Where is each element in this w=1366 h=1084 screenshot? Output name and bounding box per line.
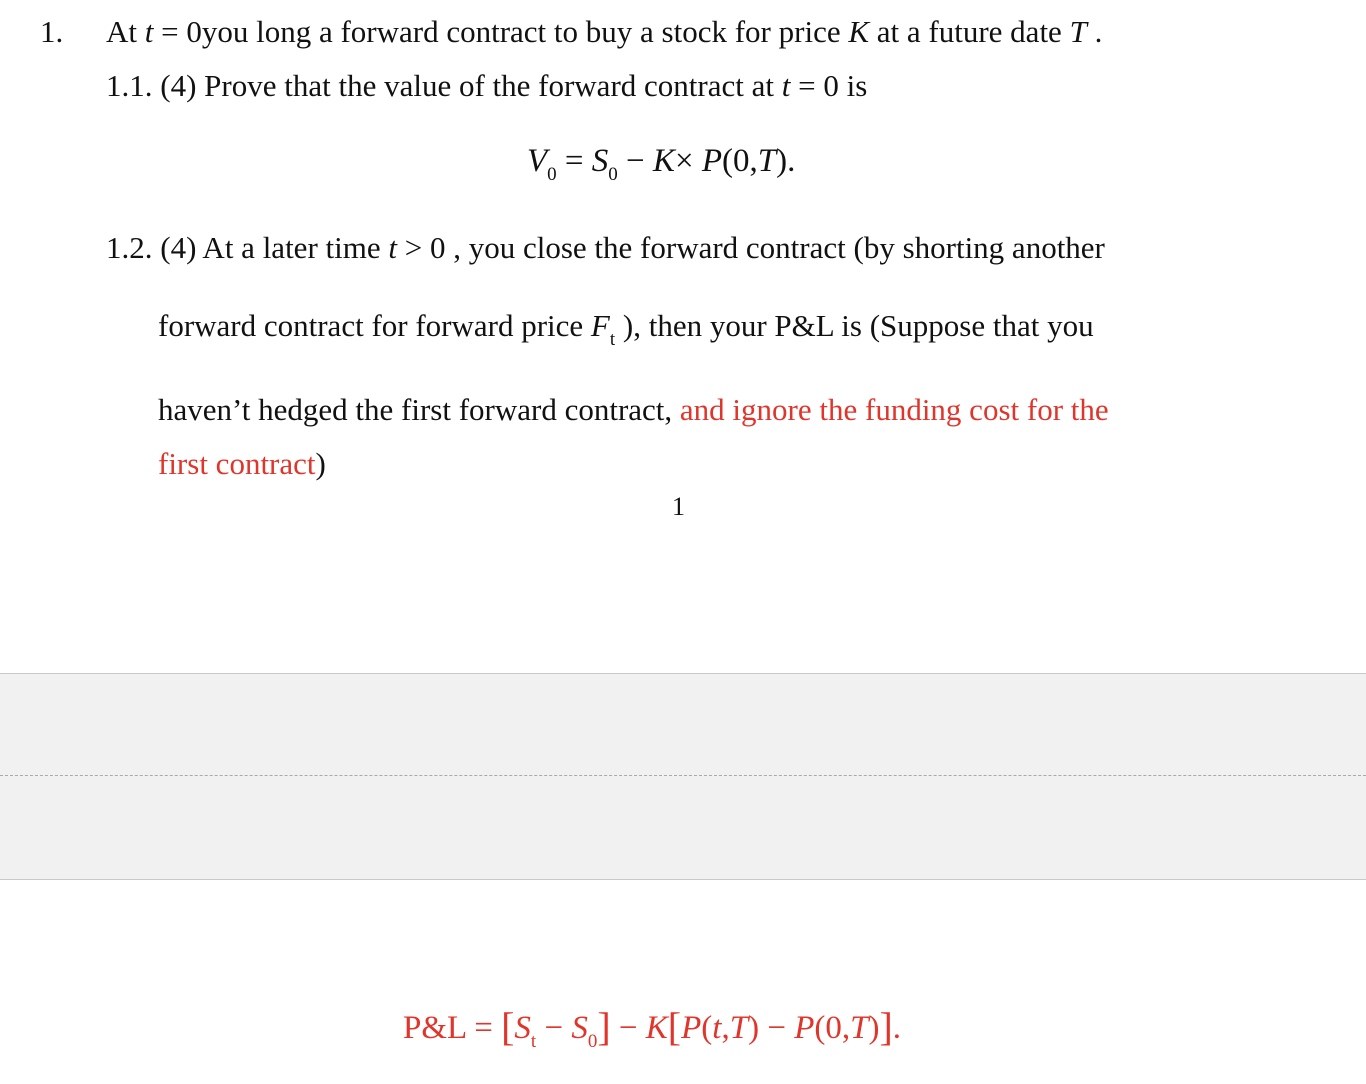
- formula-t: T: [757, 143, 777, 179]
- q-mid2: at a future date: [869, 14, 1070, 49]
- q-equals-zero: = 0: [153, 14, 202, 49]
- page-number: 1: [672, 492, 685, 521]
- part-1-1-condition: = 0 is: [790, 68, 868, 103]
- t-variable: t: [388, 230, 397, 265]
- formula-close: ).: [776, 143, 796, 179]
- formula-equals: =: [556, 143, 592, 179]
- part-1-1-label: 1.1.: [106, 68, 153, 103]
- answer-minus-3: −: [759, 1010, 795, 1046]
- answer-sub-0: 0: [587, 1031, 598, 1052]
- t-variable: t: [144, 14, 154, 49]
- q-end: .: [1086, 14, 1103, 49]
- part-1-2-line-2b: ), then your P&L is (Suppose that you: [615, 308, 1094, 343]
- page-gap-band: [0, 673, 1366, 880]
- formula-v: V: [527, 143, 548, 179]
- formula-times: ×: [674, 143, 702, 179]
- formula-args: (0,: [721, 143, 758, 179]
- part-1-2-label: 1.2.: [106, 230, 153, 265]
- answer-args-2-open: (0,: [814, 1010, 851, 1046]
- part-1-1-text: (4) Prove that the value of the forward contract at: [152, 68, 782, 103]
- answer-args-2-close: ): [868, 1010, 880, 1046]
- big-t-variable: T: [1069, 14, 1087, 49]
- answer-period: .: [892, 1010, 902, 1046]
- part-1-1: [106, 66, 867, 106]
- answer-sub-t: t: [530, 1031, 537, 1052]
- answer-formula: [403, 1001, 902, 1052]
- answer-bracket-open-1: [: [501, 1004, 515, 1049]
- part-1-2-line-1: [106, 228, 1105, 268]
- answer-args-1-close: ): [748, 1010, 760, 1046]
- q-prefix: At: [106, 14, 145, 49]
- answer-s-t: S: [514, 1010, 531, 1046]
- part-1-2-line-4-black: ): [315, 446, 326, 481]
- t-variable: t: [781, 68, 791, 103]
- part-1-2-line-3-black: haven’t hedged the first forward contract,: [158, 392, 680, 427]
- f-subscript: t: [609, 329, 616, 350]
- formula-minus: −: [617, 143, 653, 179]
- formula-s-subscript: 0: [608, 164, 618, 185]
- part-1-2-line-4: [158, 444, 326, 484]
- answer-big-t-2: T: [850, 1010, 869, 1046]
- formula-s: S: [591, 143, 609, 179]
- value-formula: [527, 143, 796, 185]
- answer-bracket-close-2: ]: [879, 1004, 893, 1049]
- answer-k: K: [645, 1010, 668, 1046]
- part-1-2-text-a: (4) At a later time: [152, 230, 389, 265]
- answer-minus-2: −: [610, 1010, 646, 1046]
- part-1-2-line-2a: forward contract for forward price: [158, 308, 591, 343]
- answer-bracket-open-2: [: [667, 1004, 682, 1049]
- part-1-2-line-2: [158, 306, 1094, 351]
- answer-args-1-open: (: [701, 1010, 713, 1046]
- formula-v-subscript: 0: [547, 164, 557, 185]
- q-mid: you long a forward contract to buy a stock for price: [201, 14, 849, 49]
- answer-t: t: [712, 1010, 722, 1046]
- answer-args-1-mid: ,: [721, 1010, 730, 1046]
- formula-k: K: [652, 143, 675, 179]
- part-1-2-line-3: [158, 390, 1109, 430]
- answer-big-t-1: T: [729, 1010, 749, 1046]
- part-1-2-line-3-red: and ignore the funding cost for the: [679, 392, 1109, 427]
- part-1-2-text-b: > 0 , you close the forward contract (by shorting another: [397, 230, 1105, 265]
- answer-s-0: S: [571, 1010, 588, 1046]
- answer-bracket-close-1: ]: [597, 1004, 611, 1049]
- page-break-line: [0, 775, 1366, 776]
- question-number: 1.: [40, 14, 64, 49]
- answer-p-2: P: [794, 1010, 815, 1046]
- answer-p-1: P: [681, 1010, 702, 1046]
- part-1-2-line-4-red: first contract: [158, 446, 316, 481]
- answer-lhs: P&L =: [403, 1010, 502, 1046]
- question-text: [106, 12, 1102, 52]
- formula-p: P: [701, 143, 722, 179]
- k-variable: K: [848, 14, 870, 49]
- answer-minus-1: −: [536, 1010, 572, 1046]
- f-variable: F: [590, 308, 610, 343]
